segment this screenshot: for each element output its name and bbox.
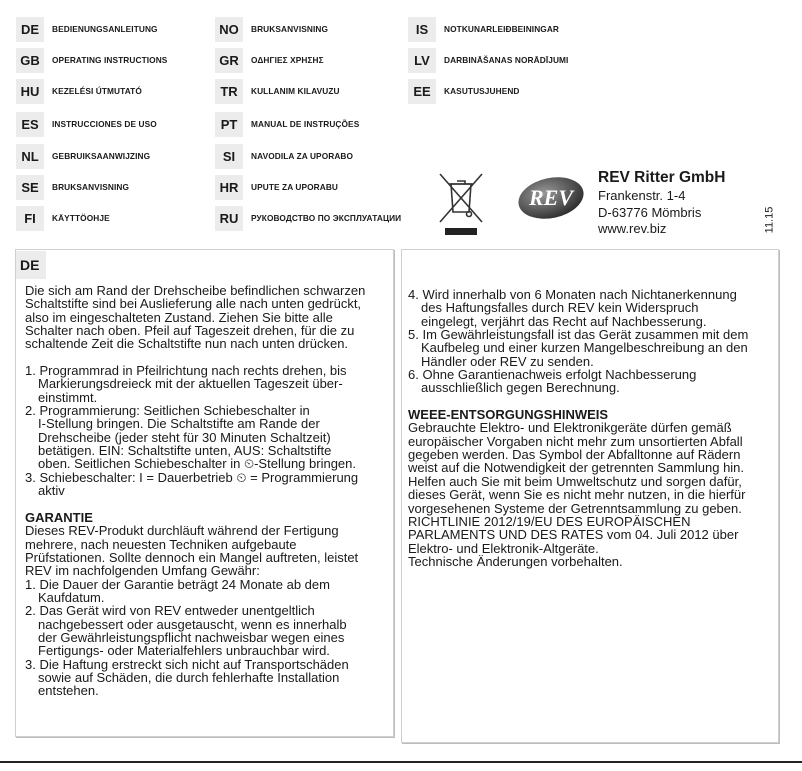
language-entry <box>16 205 110 231</box>
svg-text:REV: REV <box>528 185 574 210</box>
language-title: INSTRUCCIONES DE USO <box>52 119 157 129</box>
language-code: SI <box>215 144 243 169</box>
text-line: I-Stellung bringen. Die Schaltstifte am Rande der <box>38 416 320 432</box>
text-line: oben. Seitlichen Schiebeschalter in ⏲-Stellung bringen. <box>38 456 357 472</box>
language-code: NO <box>215 17 243 42</box>
language-title: KASUTUSJUHEND <box>444 86 520 96</box>
company-street: Frankenstr. 1-4 <box>598 188 686 203</box>
text-line: Kaufdatum. <box>38 589 105 605</box>
text-line: europäischer Vorgaben nicht mehr zum unsortierten Abfall <box>408 433 743 449</box>
language-entry <box>215 16 328 42</box>
text-line: Prüfstationen. Sollte dennoch ein Mangel auftreten, leistet <box>25 549 359 565</box>
language-code: FI <box>16 206 44 231</box>
language-code: LV <box>408 48 436 73</box>
text-line: Technische Änderungen vorbehalten. <box>408 553 623 569</box>
language-title: DARBINĀŠANAS NORĀDĪJUMI <box>444 55 569 65</box>
language-title: BRUKSANVISNING <box>251 24 328 34</box>
language-entry <box>16 111 157 137</box>
company-name: REV Ritter GmbH <box>598 169 726 186</box>
section-tab-de: DE <box>16 251 46 279</box>
language-code: NL <box>16 144 44 169</box>
language-code: ES <box>16 112 44 137</box>
text-line: aktiv <box>38 483 65 499</box>
language-title: РУКОВОДСТВО ПО ЭКСПЛУАТАЦИИ <box>251 213 402 223</box>
text-line <box>25 498 365 511</box>
language-title: OPERATING INSTRUCTIONS <box>52 55 168 65</box>
text-line: Die sich am Rand der Drehscheibe befindlichen schwarzen <box>25 283 366 298</box>
language-code: GR <box>215 48 243 73</box>
language-title: KEZELÉSI ÚTMUTATÓ <box>52 86 142 96</box>
rev-logo <box>516 172 586 222</box>
language-entry <box>16 78 142 104</box>
language-code: EE <box>408 79 436 104</box>
language-title: GEBRUIKSAANWIJZING <box>52 151 151 161</box>
text-line: PARLAMENTS UND DES RATES vom 04. Juli 2012 über <box>408 527 739 543</box>
text-line: Drehscheibe (jeder steht für 30 Minuten Schaltzeit) <box>38 429 331 445</box>
language-entry <box>408 16 559 42</box>
text-line: 1. Die Dauer der Garantie beträgt 24 Monate ab dem <box>25 576 330 592</box>
text-line: Markierungsdreieck mit der aktuellen Tageszeit über- <box>38 376 343 392</box>
language-code: PT <box>215 112 243 137</box>
text-line: Kaufbeleg und einer kurzen Mangelbeschreibung an den <box>421 340 748 356</box>
text-line: RICHTLINIE 2012/19/EU DES EUROPÄISCHEN <box>408 513 691 529</box>
language-title: NOTKUNARLEIÐBEININGAR <box>444 24 560 34</box>
text-line: der Gewährleistungspflicht nachweisbar wegen eines <box>38 629 345 645</box>
language-entry <box>16 174 129 200</box>
text-line: Fertigungs- oder Materialfehlers unbrauchbar wird. <box>38 643 330 659</box>
language-entry <box>16 16 158 42</box>
company-website[interactable]: www.rev.biz <box>598 221 667 236</box>
language-title: NAVODILA ZA UPORABO <box>251 151 354 161</box>
language-entry <box>215 111 359 137</box>
language-code: SE <box>16 175 44 200</box>
text-line: einstimmt. <box>38 389 98 405</box>
text-line: Schaltstifte sind bei Auslieferung alle nach unten gedrückt, <box>25 296 362 312</box>
text-line: weist auf die Notwendigkeit der getrennten Sammlung hin. <box>408 460 745 476</box>
language-entry <box>16 47 167 73</box>
text-line: Dieses REV-Produkt durchläuft während der Fertigung <box>25 523 339 539</box>
text-line: 2. Das Gerät wird von REV entweder unentgeltlich <box>25 603 315 619</box>
text-line: schaltende Zeit die Schaltstifte nun nach unten drücken. <box>25 336 349 352</box>
text-line: dieses Gerät, wenn Sie es nicht mehr nutzen, in die hierfür <box>408 487 746 503</box>
language-code: TR <box>215 79 243 104</box>
text-line: Helfen auch Sie mit beim Umweltschutz und sorgen dafür, <box>408 473 742 489</box>
company-city: D-63776 Mömbris <box>598 204 702 220</box>
text-line: also im eingeschalteten Zustand. Ziehen Sie bitte alle <box>25 309 333 325</box>
language-entry <box>408 47 568 73</box>
language-entry <box>215 78 340 104</box>
language-code: IS <box>408 17 436 42</box>
language-entry <box>215 174 338 200</box>
language-entry <box>215 47 324 73</box>
language-code: DE <box>16 17 44 42</box>
language-entry <box>215 205 401 231</box>
company-address <box>598 168 725 238</box>
text-line: 1. Programmrad in Pfeilrichtung nach rechts drehen, bis <box>25 363 347 379</box>
language-title: BEDIENUNGSANLEITUNG <box>52 24 158 34</box>
text-line: Gebrauchte Elektro- und Elektronikgeräte dürfen gemäß <box>408 420 732 436</box>
text-line: vorgesehenen Systeme der Getrenntsammlung zu geben. <box>408 500 742 516</box>
text-line: REV im nachfolgenden Umfang Gewähr: <box>25 563 260 579</box>
text-line: gegeben werden. Das Symbol der Abfalltonne auf Rädern <box>408 447 741 463</box>
text-line: eingelegt, verjährt das Recht auf Nachbesserung. <box>421 313 707 329</box>
language-code: GB <box>16 48 44 73</box>
right-column-text <box>408 288 748 568</box>
text-line: betätigen. EIN: Schaltstifte unten, AUS: Schaltstifte <box>38 443 332 459</box>
left-column-text <box>25 284 365 698</box>
language-code: HU <box>16 79 44 104</box>
text-line <box>25 351 365 364</box>
text-line: ausschließlich gegen Berechnung. <box>421 380 620 396</box>
language-title: KÄYTTÖOHJE <box>52 213 110 223</box>
weee-bin-icon <box>438 172 484 236</box>
text-line: 3. Die Haftung erstreckt sich nicht auf Transportschäden <box>25 656 349 672</box>
language-title: KULLANIM KILAVUZU <box>251 86 340 96</box>
version-code: 11.15 <box>763 206 776 234</box>
text-line: 6. Ohne Garantienachweis erfolgt Nachbesserung <box>408 367 697 383</box>
text-line: 2. Programmierung: Seitlichen Schiebeschalter in <box>25 403 310 419</box>
language-title: ΟΔΗΓΙΕΣ ΧΡΗΣΗΣ <box>251 55 324 65</box>
text-line: nachgebessert oder ausgetauscht, wenn es innerhalb <box>38 616 347 632</box>
language-code: RU <box>215 206 243 231</box>
text-line: des Haftungsfalles durch REV kein Widerspruch <box>421 300 699 316</box>
text-line: Elektro- und Elektronik-Altgeräte. <box>408 540 599 556</box>
section-heading: GARANTIE <box>25 509 93 525</box>
text-line: Schalter nach oben. Pfeil auf Tageszeit drehen, für die zu <box>25 323 355 339</box>
language-entry <box>215 143 353 169</box>
text-line: entstehen. <box>38 683 99 699</box>
language-title: MANUAL DE INSTRUÇÕES <box>251 119 360 129</box>
section-heading: WEEE-ENTSORGUNGSHINWEIS <box>408 407 609 423</box>
text-line: mehrere, nach neuesten Techniken aufgebaute <box>25 536 297 552</box>
text-line: 3. Schiebeschalter: I = Dauerbetrieb ⏲ = Programmierung <box>25 469 359 485</box>
text-line <box>408 395 748 408</box>
text-line: 5. Im Gewährleistungsfall ist das Gerät zusammen mit dem <box>408 327 749 343</box>
text-line: Händler oder REV zu senden. <box>421 353 594 369</box>
language-title: UPUTE ZA UPORABU <box>251 182 339 192</box>
language-entry <box>16 143 150 169</box>
text-line: sowie auf Schäden, die durch fehlerhafte Installation <box>38 669 340 685</box>
language-title: BRUKSANVISNING <box>52 182 129 192</box>
language-entry <box>408 78 520 104</box>
language-code: HR <box>215 175 243 200</box>
bottom-rule <box>0 761 802 763</box>
text-line: 4. Wird innerhalb von 6 Monaten nach Nichtanerkennung <box>408 287 737 302</box>
